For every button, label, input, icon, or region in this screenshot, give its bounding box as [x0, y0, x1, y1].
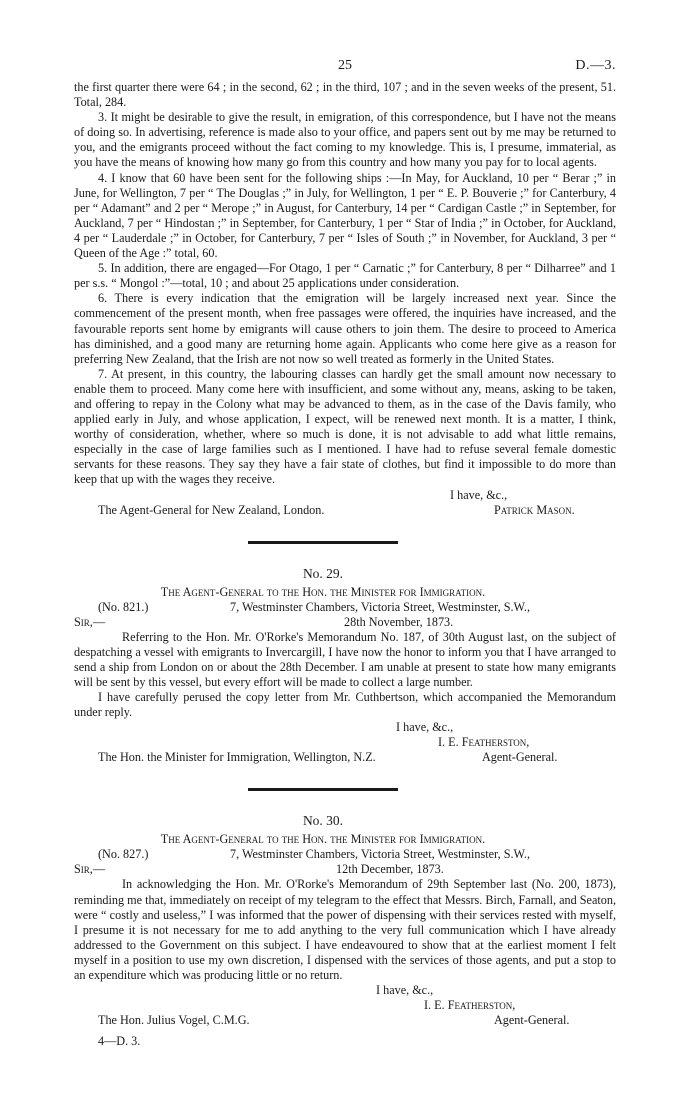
addressee: The Hon. Julius Vogel, C.M.G.	[98, 1013, 250, 1028]
page-number: 25	[338, 58, 352, 73]
closing: I have, &c.,	[376, 983, 434, 998]
sender-address: 7, Westminster Chambers, Victoria Street, Westminster, S.W.,	[230, 847, 530, 862]
signature: I. E. Featherston,	[424, 998, 516, 1013]
sender-address: 7, Westminster Chambers, Victoria Street, Westminster, S.W.,	[230, 599, 530, 614]
paragraph: 3. It might be desirable to give the result, in emigration, of this correspondence, but I have not the means of doing so. In advertising, reference is made also to your office, and papers sent out by me may be returned to you, and the emigrants proceed without the fact coming to my knowledge. This is, I presume, immaterial, as you have the means of knowing how many go from this country and how many you pay for to local agents.	[74, 110, 616, 170]
paragraph: 6. There is every indication that the emigration will be largely increased next year. Since the commencement of the present month, when free passages were offered, the inquiries have increased, and the favourable reports sent home by emigrants will cause others to join them. The desire to proceed to America has diminished, and a good many are returning home again. Applicants who come here give as a reason for preferring New Zealand, that the Irish are not now so well treated as formerly in the United States.	[74, 291, 616, 366]
closing: I have, &c.,	[450, 487, 508, 502]
addressee: The Hon. the Minister for Immigration, Wellington, N.Z.	[98, 750, 376, 765]
paragraph: 7. At present, in this country, the labouring classes can hardly get the small amount now necessary to enable them to proceed. Many come here with insufficient, and some without any, means, asking to be taken, and offering to repay in the Colony what may be advanced to them, as in the case of the Davis family, who applied early in July, and whose application, I expect, will be renewed next month. It is a matter, I think, worthy of consideration, whether, where so much is done, it is not advisable to add what little remains, especially in the case of large families such as I mentioned. I have had to refuse several female domestic servants for these reasons. They say they have a fair state of clothes, but find it impossible to do more than keep that up with the wages they receive.	[74, 366, 616, 487]
paragraph: I have carefully perused the copy letter from Mr. Cuthbertson, which accompanied the Memorandum under reply.	[74, 690, 616, 720]
salutation: Sir,—	[74, 614, 106, 629]
closing-row	[74, 720, 616, 735]
closing: I have, &c.,	[396, 720, 454, 735]
signature-row	[74, 735, 616, 750]
signatory-title: Agent-General.	[482, 750, 558, 765]
signature: Patrick Mason.	[494, 502, 575, 517]
letter-number: No. 30.	[302, 813, 344, 829]
letter-no-29	[74, 566, 616, 766]
closing-row	[74, 488, 616, 503]
paragraph: 4. I know that 60 have been sent for the following ships :—In May, for Auckland, 10 per “ Berar ;” in June, for Wellington, 7 per “ The Douglas ;” in July, for Wellington, 1 per “ E. P. Bouverie ;” for Canterbury, 4 per “ Adamant” and 2 per “ Merope ;” in August, for Canterbury, 14 per “ Cardigan Castle ;” in September, for Auckland, 7 per “ Hindostan ;” in September, for Canterbury, 1 per “ Star of India ;” in October, for Auckland, 4 per “ Lauderdale ;” in October, for Canterbury, 7 per “ Isles of South ;” in November, for Auckland, 3 per “ Queen of the Age :” total, 60.	[74, 170, 616, 261]
salutation-row	[74, 615, 616, 630]
previous-letter-continuation	[74, 80, 616, 518]
signature-row	[74, 998, 616, 1013]
salutation: Sir,—	[74, 862, 106, 877]
addressee-row	[74, 1013, 616, 1028]
reference-row	[74, 847, 616, 862]
letter-heading: The Agent-General to the Hon. the Minister for Immigration.	[160, 832, 486, 847]
paragraph: In acknowledging the Hon. Mr. O'Rorke's Memorandum of 29th September last (No. 200, 1873), reminding me that, immediately on receipt of my telegram to the effect that Messrs. Birch, Farnall, and Seaton, were “ costly and useless,” I was informed that the power of dispensing with their services rested with myself, I presume it is not necessary for me to add anything to the very full communication which I have already addressed to the Government on this subject. I have endeavoured to show that at the earliest moment I felt myself in a position to use my own discretion, I dispensed with the services of those agents, and put a stop to an expenditure which was producing little or no return.	[74, 877, 616, 983]
reference-number: (No. 827.)	[98, 847, 149, 862]
reference-number: (No. 821.)	[98, 599, 149, 614]
letter-number: No. 29.	[302, 565, 344, 581]
section-divider	[248, 788, 398, 791]
salutation-row	[74, 862, 616, 877]
paragraph: 5. In addition, there are engaged—For Otago, 1 per “ Carnatic ;” for Canterbury, 8 per “ Dilharree” and 1 per s.s. “ Mongol :”—total, 10 ; and about 25 applications under consideration.	[74, 261, 616, 291]
paragraph: the first quarter there were 64 ; in the second, 62 ; in the third, 107 ; and in the seven weeks of the present, 51. Total, 284.	[74, 80, 616, 110]
reference-row	[74, 600, 616, 615]
signature-row	[74, 503, 616, 518]
letter-heading: The Agent-General to the Hon. the Minister for Immigration.	[160, 584, 486, 599]
running-head	[74, 58, 616, 80]
signatory-title: Agent-General.	[494, 1013, 570, 1028]
letter-date: 28th November, 1873.	[344, 614, 454, 629]
document-reference: D.—3.	[575, 58, 616, 73]
signature: I. E. Featherston,	[438, 735, 530, 750]
addressee: The Agent-General for New Zealand, London.	[98, 502, 325, 517]
section-divider	[248, 541, 398, 544]
letter-date: 12th December, 1873.	[336, 862, 444, 877]
paragraph: Referring to the Hon. Mr. O'Rorke's Memorandum No. 187, of 30th August last, on the subject of despatching a vessel with emigrants to Invercargill, I have now the honor to inform you that I have arranged to send a ship from London on or about the 28th December. I am unable at present to state how many emigrants will be sent by this vessel, but every effort will be made to collect a large number.	[74, 629, 616, 689]
closing-row	[74, 983, 616, 998]
letter-no-30	[74, 813, 616, 1028]
signature-mark: 4—D. 3.	[98, 1034, 141, 1049]
addressee-row	[74, 750, 616, 765]
